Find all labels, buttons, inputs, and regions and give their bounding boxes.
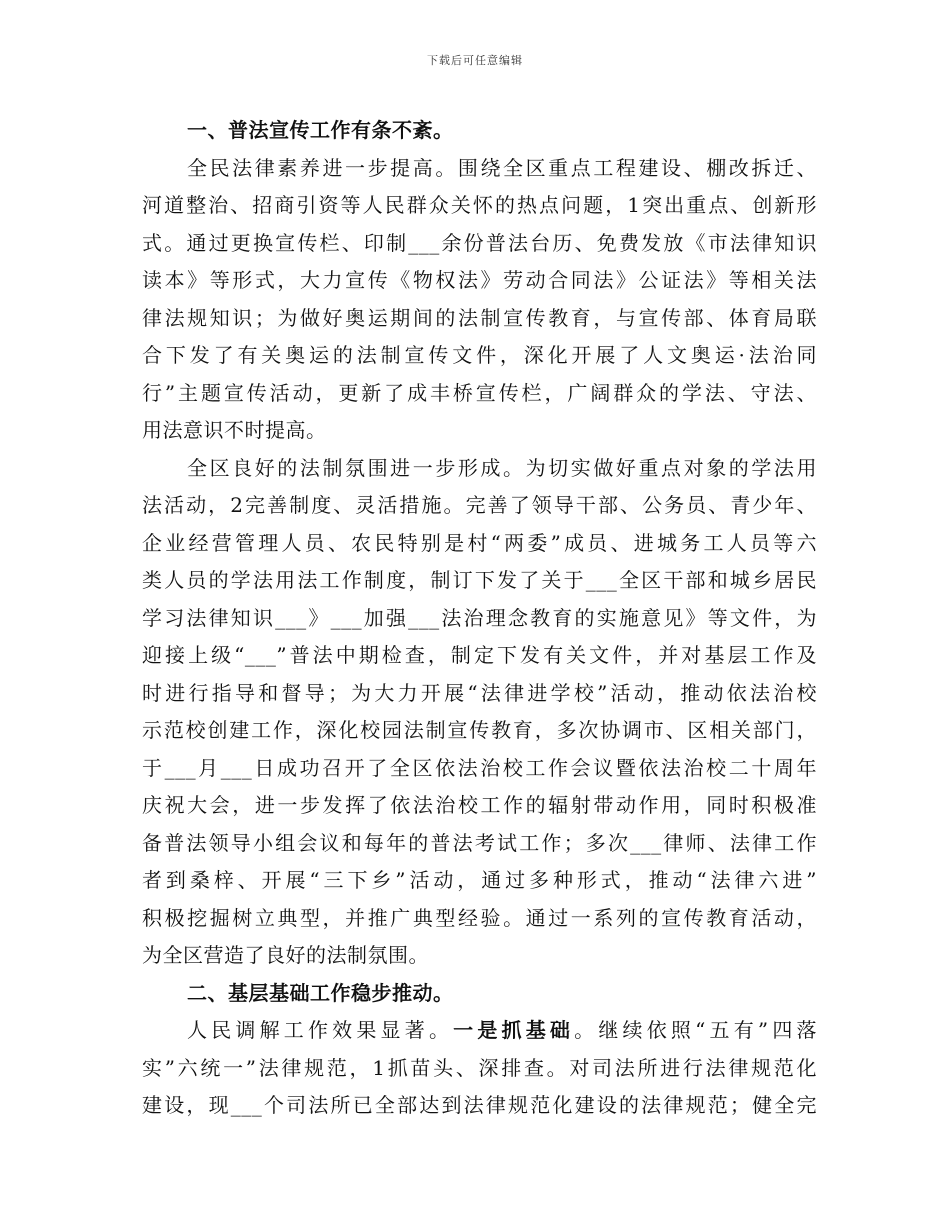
- paragraph-line: 迎接上级“___”普法中期检查，制定下发有关文件，并对基层工作及: [142, 643, 817, 667]
- paragraph-line: 类人员的学法用法工作制度，制订下发了关于___全区干部和城乡居民: [142, 568, 817, 592]
- paragraph-line: 积极挖掘树立典型，并推广典型经验。通过一系列的宣传教育活动，: [142, 905, 817, 930]
- paragraph-line: 用法意识不时提高。: [142, 418, 327, 442]
- paragraph-line: 为全区营造了良好的法制氛围。: [142, 943, 429, 967]
- paragraph-line: 企业经营管理人员、农民特别是村“两委”成员、进城务工人员等六: [142, 530, 817, 555]
- line-text: 。继续依照“五有”四落: [574, 1018, 818, 1042]
- page-header-note: 下载后可任意编辑: [427, 54, 523, 67]
- line-text: 人民调解工作效果显著。: [187, 1018, 454, 1042]
- section-heading-2: 二、基层基础工作稳步推动。: [187, 980, 454, 1005]
- paragraph-line-mixed: [142, 1012, 817, 1050]
- document-body: [142, 112, 817, 1125]
- paragraph-line: 河道整治、招商引资等人民群众关怀的热点问题，1突出重点、创新形: [142, 193, 817, 217]
- paragraph-line: 式。通过更换宣传栏、印制___余份普法台历、免费发放《市法律知识: [142, 230, 817, 255]
- paragraph-line: 备普法领导小组会议和每年的普法考试工作；多次___律师、法律工作: [142, 830, 817, 855]
- paragraph-line: 读本》等形式，大力宣传《物权法》劳动合同法》公证法》等相关法: [142, 268, 817, 292]
- paragraph-line: 全民法律素养进一步提高。围绕全区重点工程建设、棚改拆迁、: [187, 155, 817, 180]
- paragraph-line: 于___月___日成功召开了全区依法治校工作会议暨依法治校二十周年: [142, 755, 817, 780]
- paragraph-line: 学习法律知识___》___加强___法治理念教育的实施意见》等文件，为: [142, 605, 817, 630]
- paragraph-line: 合下发了有关奥运的法制宣传文件，深化开展了人文奥运·法治同: [142, 343, 817, 367]
- paragraph-line: 示范校创建工作，深化校园法制宣传教育，多次协调市、区相关部门，: [142, 718, 817, 742]
- paragraph-line: 实”六统一”法律规范，1抓苗头、深排查。对司法所进行法律规范化: [142, 1055, 817, 1080]
- paragraph-line: 时进行指导和督导；为大力开展“法律进学校”活动，推动依法治校: [142, 680, 817, 705]
- section-heading-1: 一、普法宣传工作有条不紊。: [187, 118, 454, 142]
- paragraph-line: 庆祝大会，进一步发挥了依法治校工作的辐射带动作用，同时积极准: [142, 793, 817, 817]
- paragraph-line: 法活动，2完善制度、灵活措施。完善了领导干部、公务员、青少年、: [142, 493, 817, 517]
- emphasis-text: 一是抓基础: [453, 1018, 575, 1042]
- paragraph-line: 建设，现___个司法所已全部达到法律规范化建设的法律规范；健全完: [142, 1093, 817, 1117]
- paragraph-line: 律法规知识；为做好奥运期间的法制宣传教育，与宣传部、体育局联: [142, 305, 817, 330]
- paragraph-line: 行”主题宣传活动，更新了成丰桥宣传栏，广阔群众的学法、守法、: [142, 380, 817, 405]
- paragraph-line: 全区良好的法制氛围进一步形成。为切实做好重点对象的学法用: [187, 455, 817, 480]
- paragraph-line: 者到桑梓、开展“三下乡”活动，通过多种形式，推动“法律六进”: [142, 868, 817, 892]
